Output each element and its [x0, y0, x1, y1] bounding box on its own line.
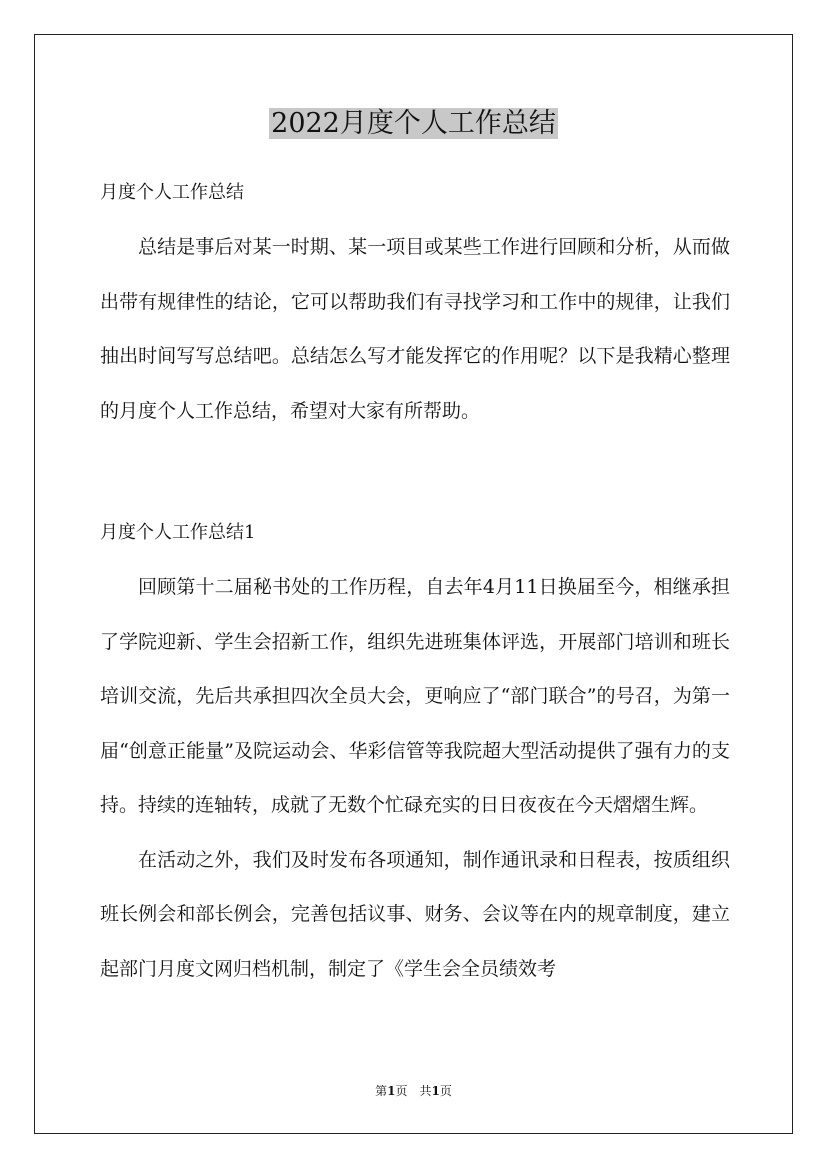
spacer — [100, 552, 730, 560]
document-body — [100, 174, 730, 996]
document-title — [0, 104, 827, 144]
page-label-suffix: 页 — [439, 1084, 452, 1098]
section-paragraph: 在活动之外，我们及时发布各项通知，制作通讯录和日程表，按质组织班长例会和部长例会，完善包括议事、财务、会议等在内的规章制度，建立起部门月度文网归档机制，制定了《学生会全员绩效考 — [100, 848, 730, 980]
section-heading: 月度个人工作总结1 — [100, 522, 256, 543]
page-label-prefix: 第 — [375, 1084, 388, 1098]
intro-paragraph: 总结是事后对某一时期、某一项目或某些工作进行回顾和分析，从而做出带有规律性的结论，它可以帮助我们有寻找学习和工作中的规律，让我们抽出时间写写总结吧。总结怎么写才能发挥它的作用呢？以下是我精心整理的月度个人工作总结，希望对大家有所帮助。 — [100, 236, 730, 422]
spacer — [100, 212, 730, 220]
intro-heading: 月度个人工作总结 — [100, 182, 244, 203]
page-current: 1 — [387, 1084, 396, 1098]
page-label-mid: 页 共 — [395, 1084, 432, 1098]
section-paragraph: 回顾第十二届秘书处的工作历程，自去年4月11日换届至今，相继承担了学院迎新、学生会招新工作，组织先进班集体评选，开展部门培训和班长培训交流，先后共承担四次全员大会，更响应了“部门联合”的号召，为第一届“创意正能量”及院运动会、华彩信管等我院超大型活动提供了强有力的支持。持续的连轴转，成就了无数个忙碌充实的日日夜夜在今天熠熠生辉。 — [100, 576, 730, 816]
page-footer — [0, 1082, 827, 1100]
document-title-text: 2022月度个人工作总结 — [271, 108, 556, 139]
page-total: 1 — [431, 1084, 440, 1098]
spacer — [100, 438, 730, 514]
